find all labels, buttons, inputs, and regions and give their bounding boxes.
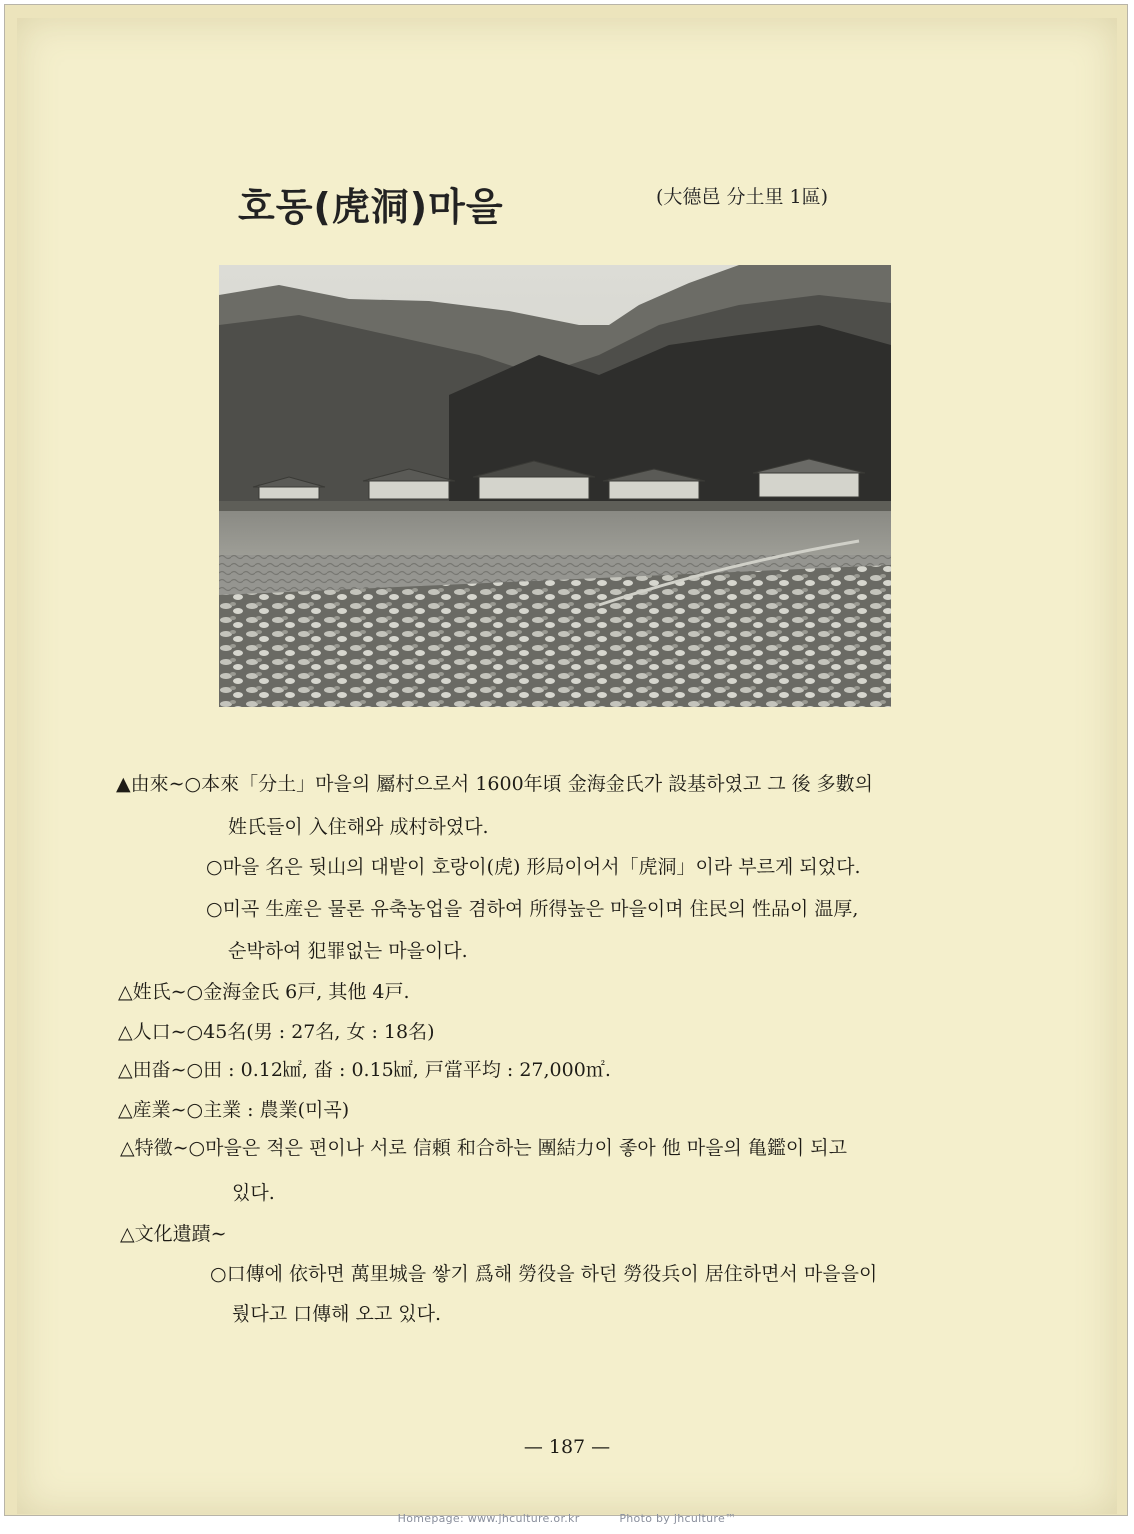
farmland-text: ○田 : 0.12㎢, 畓 : 0.15㎢, 戸當平均 : 27,000㎡. [186,1059,611,1081]
footer [0,1512,1134,1525]
photo-illustration [219,265,891,707]
heritage-label: △文化遺蹟∼ [120,1223,227,1245]
population-entry [118,1020,435,1044]
surname-text: ○金海金氏 6戸, 其他 4戸. [186,981,410,1003]
surname-label: △姓氏∼ [118,981,187,1003]
origin-entry [116,772,873,796]
page-title: 호동(虎洞)마을 [238,185,504,229]
origin-line-3: ○마을 名은 뒷山의 대밭이 호랑이(虎) 形局이어서「虎洞」이라 부르게 되었다. [206,856,861,878]
origin-line-5: 순박하여 犯罪없는 마을이다. [228,940,468,962]
heritage-line-2: 뤘다고 口傳해 오고 있다. [232,1303,441,1325]
village-landscape-photo [219,265,891,707]
photo-credit: Photo by jhculture™ [619,1512,737,1525]
page-number: — 187 — [523,1436,611,1458]
industry-entry [118,1098,349,1122]
feature-line-2: 있다. [232,1182,275,1204]
origin-line-2: 姓氏들이 入住해와 成村하였다. [228,816,489,838]
heritage-line-1: ○口傳에 依하면 萬里城을 쌓기 爲해 勞役을 하던 勞役兵이 居住하면서 마을을이 [210,1263,878,1285]
farmland-entry [118,1058,611,1082]
document-page [17,18,1117,1514]
origin-line-1: ○本來「分土」마을의 屬村으로서 1600年頃 金海金氏가 設基하였고 그 後 多數의 [184,773,874,795]
origin-line-4: ○미곡 生産은 물론 유축농업을 겸하여 所得높은 마을이며 住民의 性品이 温厚, [206,898,859,920]
feature-line-1: ○마을은 적은 편이나 서로 信頼 和合하는 團結力이 좋아 他 마을의 亀鑑이 되고 [188,1137,847,1159]
population-text: ○45名(男 : 27名, 女 : 18名) [186,1021,435,1043]
homepage-link[interactable]: Homepage: www.jhculture.or.kr [397,1512,580,1525]
population-label: △人口∼ [118,1021,187,1043]
location-subtitle: (大德邑 分土里 1區) [656,186,828,208]
industry-label: △産業∼ [118,1099,187,1121]
surname-entry [118,980,410,1004]
feature-label: △特徵∼ [120,1137,189,1159]
industry-text: ○主業 : 農業(미곡) [186,1099,350,1121]
farmland-label: △田畓∼ [118,1059,187,1081]
origin-label: ▲由來∼ [116,773,185,795]
feature-entry [120,1136,847,1160]
